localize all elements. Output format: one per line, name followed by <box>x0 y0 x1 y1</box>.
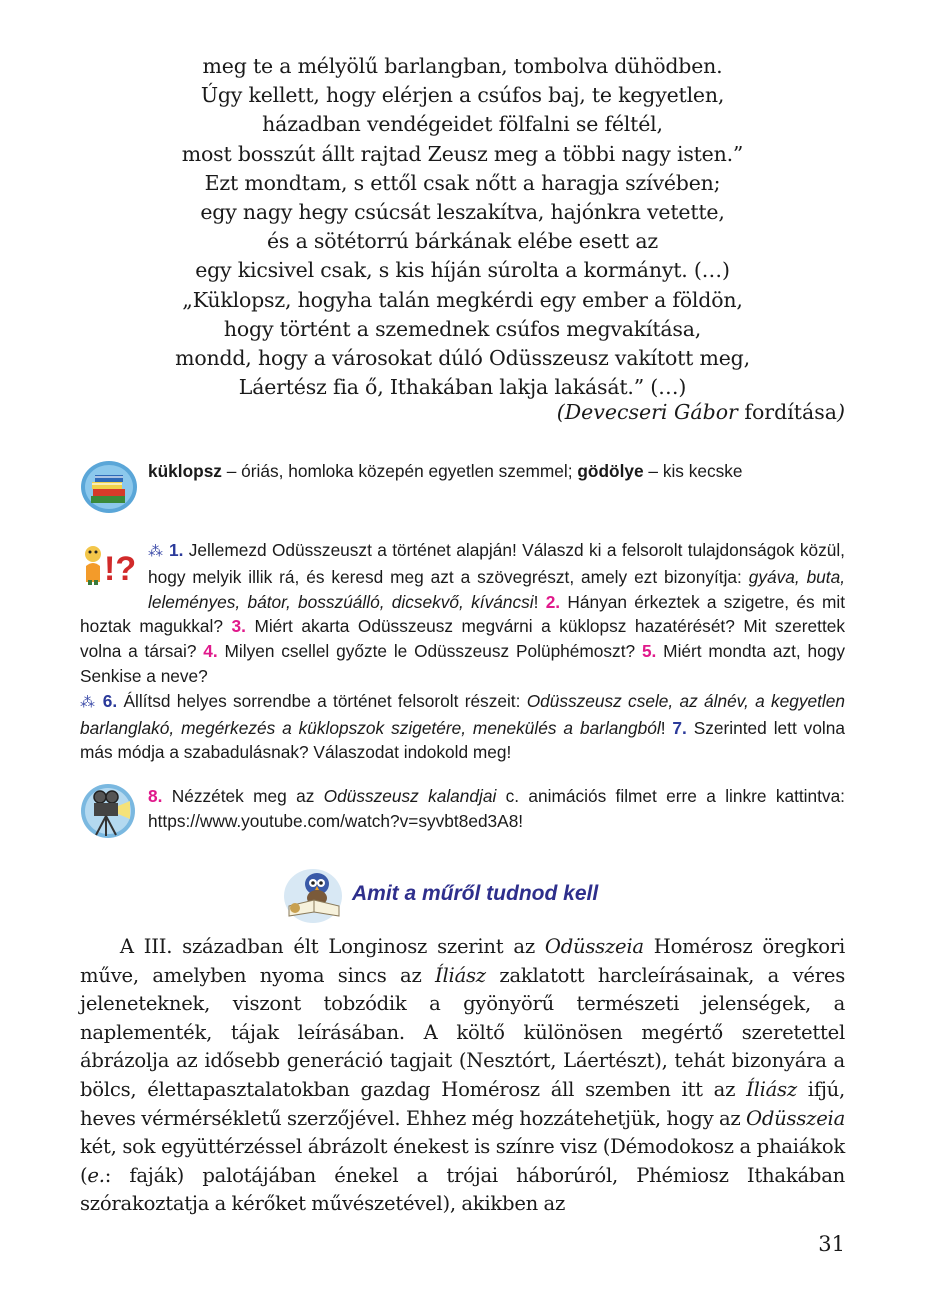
body-paragraph: A III. században élt Longinosz szerint az Odüsszeia Homérosz öregkori műve, amelyben nyoma sincs az Íliász zaklatott harcleírásainak, a véres jeleneteknek, viszont tobzódik a gyönyörű természeti jelenségek, a naplementék, tájak leírásában. A költő különösen megértő szeretettel ábrázolja az idősebb generáció tagjait (Nesztórt, Láertészt), tehát bizonyára a bölcs, élettapasztalatokban gazdag Homérosz áll szemben itt az Íliász ifjú, heves vérmérsékletű szerzőjével. Ehhez még hozzátehetjük, hogy az Odüsszeia két, sok együttérzéssel ábrázolt énekest is színre visz (Démodokosz a phaiákok (e.: faják) palotájában énekel a trójai háborúról, Phémiosz Ithakában szórakoztatja a kérőket művészetével), akikben az <box>80 935 846 1216</box>
questions-block: ⁂ 1. Jellemezd Odüsszeuszt a történet alapján! Válaszd ki a felsorolt tulajdonságok közül, hogy melyik illik rá, és keresd meg azt a szövegrészt, amely ezt bizonyítja: gyáva, buta, leleményes, bátor, bosszúálló, dicsekvő, kíváncsi! 2. Hányan érkeztek a szigetre, és mit hoztak magukkal? 3. Miért akarta Odüsszeusz megvárni a küklopsz hazatérését? Mit szerettek volna a társai? 4. Milyen csellel győzte le Odüsszeusz Polüphémoszt? 5. Miért mondta azt, hogy Senkise a neve? ⁂ 6. Állítsd helyes sorrendbe a történet felsorolt részeit: Odüsszeusz csele, az álnév, a kegyetlen barlanglakó, megérkezés a küklopszok szigetére, menekülés a barlangból! 7. Szerinted lett volna más módja a szabadulásnak? Válaszodat indokold meg! <box>80 540 846 763</box>
poem-line: „Küklopsz, hogyha talán megkérdi egy ember a földön, <box>182 287 743 312</box>
poem-line: Úgy kellett, hogy elérjen a csúfos baj, te kegyetlen, <box>200 83 725 108</box>
star-icon: ⁂ <box>80 693 97 711</box>
star-icon: ⁂ <box>148 543 164 560</box>
glossary-term: küklopsz <box>148 461 222 481</box>
poem-line: egy nagy hegy csúcsát leszakítva, hajónkra vetette, <box>200 200 725 225</box>
poem-line: és a sötétorrú bárkának elébe esett az <box>267 229 658 254</box>
question-number: 4. <box>203 641 218 662</box>
glossary-term: gödölye <box>577 461 644 481</box>
film-camera-icon <box>80 783 136 839</box>
books-icon <box>80 460 138 514</box>
poem-line: házadban vendégeidet fölfalni se féltél, <box>262 112 663 137</box>
question-number: 7. <box>672 717 687 738</box>
poem-line: most bosszút állt rajtad Zeusz meg a többi nagy isten.” <box>181 141 744 166</box>
poem-line: Láertész fia ő, Ithakában lakja lakását.” (…) <box>238 375 687 400</box>
question-number: 1. <box>168 540 184 560</box>
poem-line: mondd, hogy a városokat dúló Odüsszeusz vakított meg, <box>175 346 750 371</box>
poem-line: Ezt mondtam, s ettől csak nőtt a haragja szívében; <box>204 170 721 195</box>
poem-line: egy kicsivel csak, s kis híján súrolta a kormányt. (…) <box>195 258 730 283</box>
translation-credit: (Devecseri Gábor fordítása) <box>556 400 845 424</box>
svg-text:!?: !? <box>104 550 136 586</box>
page-number: 31 <box>818 1232 845 1256</box>
video-task: 8. Nézzétek meg az Odüsszeusz kalandjai c. animációs filmet erre a linkre kattintva: https://www.youtube.com/watch?v=syvbt8ed3A8! <box>148 786 845 831</box>
question-number: 8. <box>148 786 163 806</box>
film-title: Odüsszeusz kalandjai <box>323 786 497 806</box>
question-number: 3. <box>231 616 246 637</box>
poem-line: meg te a mélyölű barlangban, tombolva dühödben. <box>202 54 723 78</box>
question-number: 2. <box>545 591 561 612</box>
section-title: Amit a műről tudnod kell <box>352 882 599 905</box>
translator-name: Devecseri Gábor <box>564 400 738 424</box>
poem <box>80 52 845 402</box>
owl-reading-icon <box>283 866 345 924</box>
poem-line: hogy történt a szemednek csúfos megvakítása, <box>223 316 702 341</box>
glossary-text: küklopsz – óriás, homloka közepén egyetlen szemmel; gödölye – kis kecske <box>148 461 743 481</box>
question-number: 5. <box>641 641 657 662</box>
question-number: 6. <box>102 690 118 711</box>
